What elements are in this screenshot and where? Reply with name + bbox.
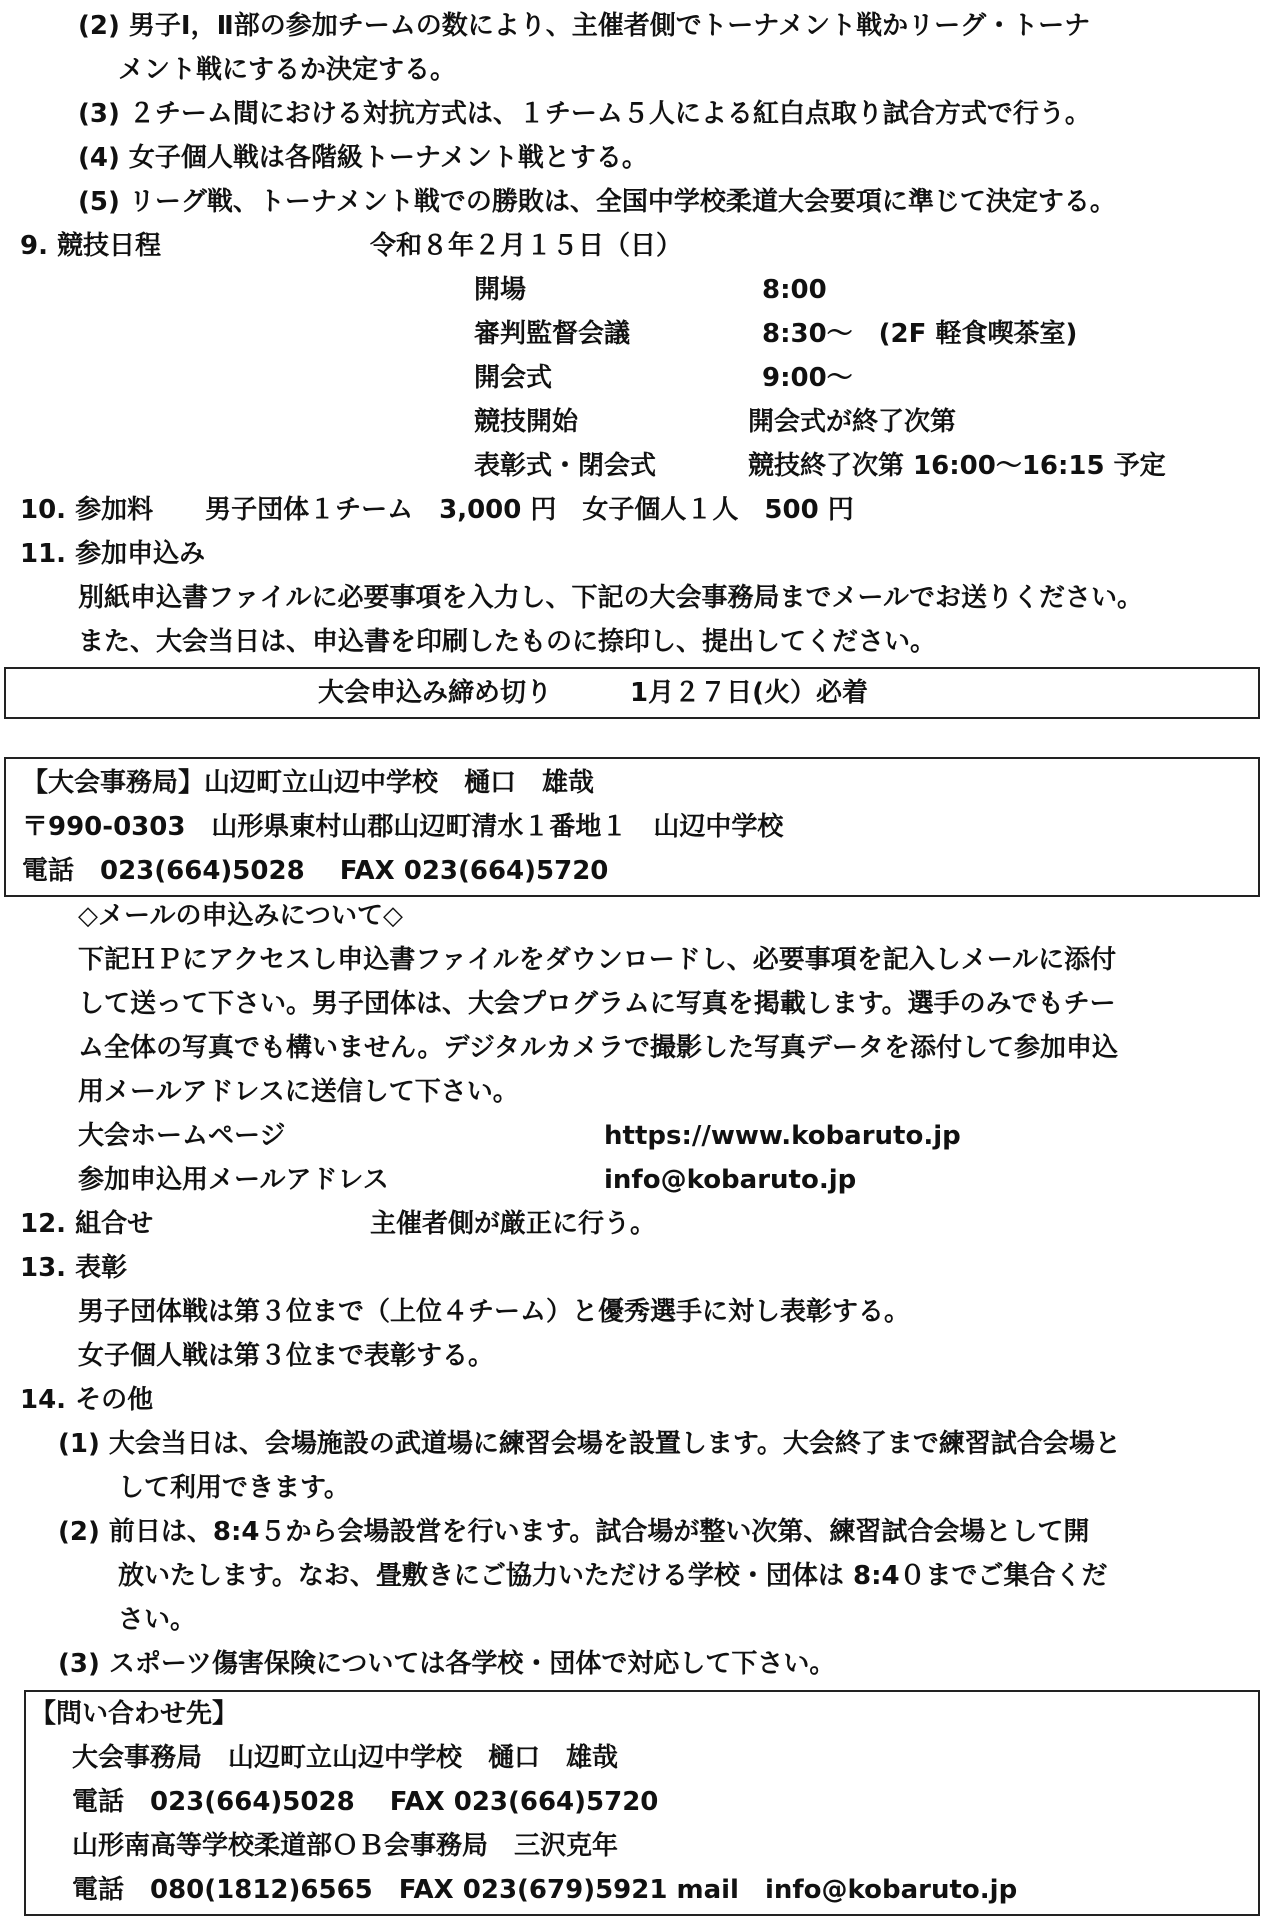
awards-line2: 女子個人戦は第３位まで表彰する。 <box>78 1341 495 1371</box>
awards-line1: 男子団体戦は第３位まで（上位４チーム）と優秀選手に対し表彰する。 <box>78 1297 911 1327</box>
mail-text-line: ム全体の写真でも構いません。デジタルカメラで撮影した写真データを添付して参加申込 <box>78 1033 1119 1063</box>
other-item-1-line2: して利用できます。 <box>118 1473 350 1503</box>
schedule-label: 開場 <box>474 275 527 305</box>
other-item-2-line2: 放いたします。なお、畳敷きにご協力いただける学校・団体は 8:4０までご集合くだ <box>118 1561 1108 1591</box>
schedule-label: 競技開始 <box>474 407 579 437</box>
schedule-time: 9:00～ <box>762 363 853 393</box>
other-item-1-line1: (1) 大会当日は、会場施設の武道場に練習会場を設置します。大会終了まで練習試合会場と <box>58 1429 1121 1459</box>
contact-heading: 【問い合わせ先】 <box>30 1699 239 1729</box>
deadline-box <box>4 667 1260 719</box>
mail-text-line: して送って下さい。男子団体は、大会プログラムに写真を掲載します。選手のみでもチー <box>78 989 1116 1019</box>
mail-text-line: 用メールアドレスに送信して下さい。 <box>78 1077 519 1107</box>
contact-box <box>24 1690 1260 1916</box>
contact-line: 電話 023(664)5028 FAX 023(664)5720 <box>72 1787 659 1817</box>
homepage-link[interactable]: https://www.kobaruto.jp <box>604 1121 961 1151</box>
office-box <box>4 757 1260 897</box>
schedule-label: 開会式 <box>474 363 553 393</box>
email-label: 参加申込用メールアドレス <box>78 1165 389 1195</box>
contact-line: 大会事務局 山辺町立山辺中学校 樋口 雄哉 <box>72 1743 619 1773</box>
other-item-3: (3) スポーツ傷害保険については各学校・団体で対応して下さい。 <box>58 1649 836 1679</box>
email-link[interactable]: info@kobaruto.jp <box>604 1165 857 1195</box>
pairing-text: 主催者側が厳正に行う。 <box>370 1209 657 1239</box>
rule-item-2-line1: (2) 男子Ⅰ，Ⅱ部の参加チームの数により、主催者側でトーナメント戦かリーグ・トーナ <box>78 11 1091 41</box>
schedule-heading: 9. 競技日程 <box>20 231 162 261</box>
other-heading: 14. その他 <box>20 1385 154 1415</box>
pairing-heading: 12. 組合せ <box>20 1209 154 1239</box>
schedule-time: 8:00 <box>762 275 827 305</box>
rule-item-3: (3) ２チーム間における対抗方式は、１チーム５人による紅白点取り試合方式で行う。 <box>78 99 1091 129</box>
application-line1: 別紙申込書ファイルに必要事項を入力し、下記の大会事務局までメールでお送りください。 <box>78 583 1143 613</box>
office-name: 【大会事務局】山辺町立山辺中学校 樋口 雄哉 <box>22 768 595 798</box>
other-item-2-line1: (2) 前日は、8:4５から会場設営を行います。試合場が整い次第、練習試合会場として開 <box>58 1517 1090 1547</box>
schedule-label: 審判監督会議 <box>474 319 631 349</box>
rule-item-2-line2: メント戦にするか決定する。 <box>118 55 457 85</box>
schedule-time: 8:30～ (2F 軽食喫茶室) <box>762 319 1078 349</box>
homepage-label: 大会ホームページ <box>78 1121 286 1151</box>
mail-heading: ◇メールの申込みについて◇ <box>78 901 403 931</box>
application-heading: 11. 参加申込み <box>20 539 206 569</box>
contact-line: 山形南高等学校柔道部ＯＢ会事務局 三沢克年 <box>72 1831 619 1861</box>
rule-item-4: (4) 女子個人戦は各階級トーナメント戦とする。 <box>78 143 648 173</box>
fee-line: 10. 参加料 男子団体１チーム 3,000 円 女子個人１人 500 円 <box>20 495 854 525</box>
awards-heading: 13. 表彰 <box>20 1253 128 1283</box>
other-item-2-line3: さい。 <box>118 1605 197 1635</box>
office-phone: 電話 023(664)5028 FAX 023(664)5720 <box>22 856 609 886</box>
deadline-text: 大会申込み締め切り 1月２７日(火）必着 <box>318 678 868 708</box>
office-address: 〒990-0303 山形県東村山郡山辺町清水１番地１ 山辺中学校 <box>22 812 784 842</box>
schedule-time: 競技終了次第 16:00～16:15 予定 <box>748 451 1166 481</box>
mail-text-line: 下記ＨＰにアクセスし申込書ファイルをダウンロードし、必要事項を記入しメールに添付 <box>78 945 1117 975</box>
schedule-label: 表彰式・閉会式 <box>474 451 657 481</box>
rule-item-5: (5) リーグ戦、トーナメント戦での勝敗は、全国中学校柔道大会要項に準じて決定する。 <box>78 187 1116 217</box>
event-date: 令和８年２月１５日（日） <box>370 231 683 261</box>
application-line2: また、大会当日は、申込書を印刷したものに捺印し、提出してください。 <box>78 627 937 657</box>
schedule-time: 開会式が終了次第 <box>748 407 957 437</box>
contact-line: 電話 080(1812)6565 FAX 023(679)5921 mail info@kobaruto.jp <box>72 1875 1018 1905</box>
